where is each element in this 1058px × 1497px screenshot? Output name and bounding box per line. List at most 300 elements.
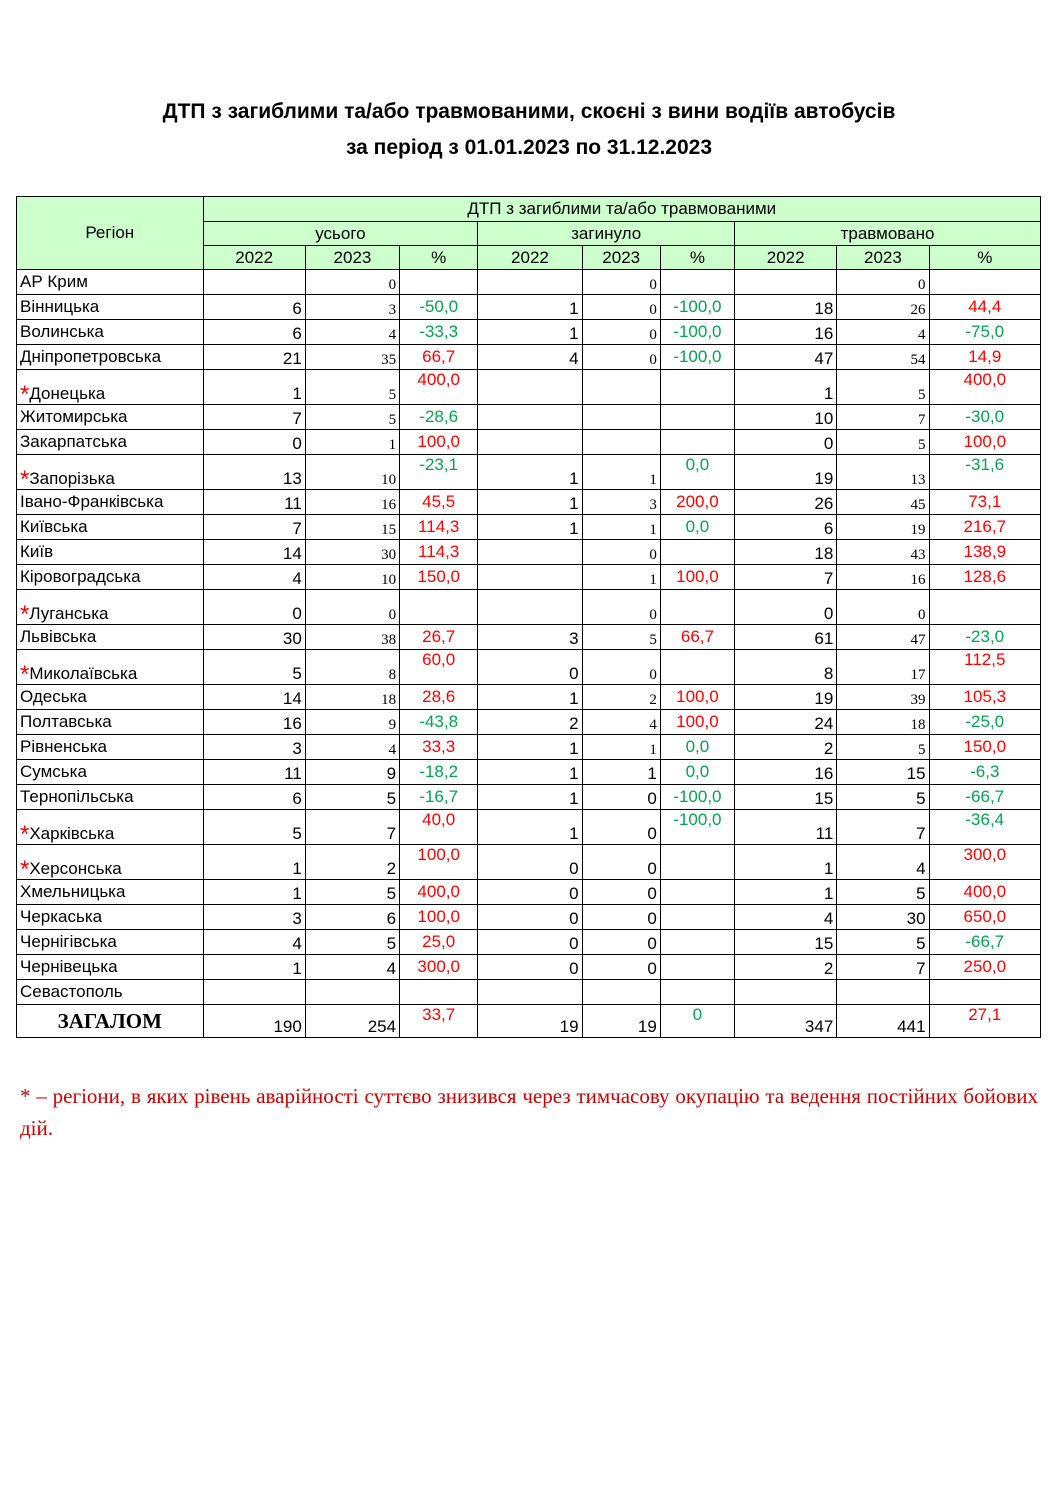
region-label: Київська — [20, 517, 88, 536]
count-cell: 5 — [837, 930, 929, 955]
count-cell: 16 — [735, 320, 837, 345]
count-cell: 0 — [582, 345, 660, 370]
table-row — [17, 370, 1041, 405]
table-row — [17, 905, 1041, 930]
count-cell: 1 — [582, 565, 660, 590]
total-percent-cell: 33,7 — [400, 1005, 478, 1038]
region-label: Чернігівська — [20, 932, 117, 951]
asterisk-marker: * — [20, 381, 30, 405]
count-cell: 7 — [305, 810, 399, 845]
percent-cell: -100,0 — [660, 295, 734, 320]
count-cell: 1 — [478, 455, 582, 490]
region-label: Чернівецька — [20, 957, 118, 976]
count-cell: 26 — [837, 295, 929, 320]
percent-cell: -18,2 — [400, 760, 478, 785]
header-total: усього — [203, 222, 478, 246]
count-cell: 6 — [203, 295, 305, 320]
count-cell — [203, 270, 305, 295]
region-cell — [17, 370, 204, 405]
region-cell — [17, 810, 204, 845]
percent-cell: -66,7 — [929, 930, 1040, 955]
region-label: Хмельницька — [20, 882, 126, 901]
count-cell: 15 — [735, 785, 837, 810]
count-cell: 0 — [203, 590, 305, 625]
percent-cell: 0,0 — [660, 515, 734, 540]
count-cell: 0 — [735, 590, 837, 625]
percent-cell: 400,0 — [400, 370, 478, 405]
percent-cell: -50,0 — [400, 295, 478, 320]
count-cell: 5 — [305, 405, 399, 430]
percent-cell — [400, 270, 478, 295]
count-cell: 4 — [735, 905, 837, 930]
count-cell: 5 — [837, 880, 929, 905]
count-cell: 13 — [203, 455, 305, 490]
count-cell: 15 — [735, 930, 837, 955]
percent-cell: -23,1 — [400, 455, 478, 490]
count-cell: 18 — [305, 685, 399, 710]
region-cell — [17, 540, 204, 565]
count-cell: 14 — [203, 685, 305, 710]
header-injured: травмовано — [735, 222, 1041, 246]
count-cell: 0 — [582, 650, 660, 685]
count-cell: 4 — [305, 955, 399, 980]
percent-cell — [660, 540, 734, 565]
count-cell: 4 — [305, 735, 399, 760]
count-cell: 4 — [203, 930, 305, 955]
table-row — [17, 880, 1041, 905]
region-label: Харківська — [29, 824, 115, 843]
percent-cell: 114,3 — [400, 540, 478, 565]
region-label: Івано-Франківська — [20, 492, 164, 511]
table-row — [17, 320, 1041, 345]
percent-cell: 45,5 — [400, 490, 478, 515]
percent-cell: 100,0 — [400, 430, 478, 455]
total-row — [17, 1005, 1041, 1038]
count-cell: 0 — [582, 930, 660, 955]
count-cell: 30 — [305, 540, 399, 565]
percent-cell: 0,0 — [660, 760, 734, 785]
count-cell: 7 — [203, 515, 305, 540]
percent-cell — [660, 880, 734, 905]
count-cell: 4 — [582, 710, 660, 735]
asterisk-marker: * — [20, 821, 30, 845]
region-label: Київ — [20, 542, 54, 561]
table-row — [17, 565, 1041, 590]
header-col: 2023 — [582, 246, 660, 270]
count-cell: 1 — [478, 735, 582, 760]
count-cell: 0 — [582, 955, 660, 980]
percent-cell — [660, 270, 734, 295]
count-cell: 5 — [837, 430, 929, 455]
count-cell: 13 — [837, 455, 929, 490]
count-cell: 11 — [203, 490, 305, 515]
percent-cell: 400,0 — [929, 880, 1040, 905]
count-cell: 7 — [837, 955, 929, 980]
percent-cell: -28,6 — [400, 405, 478, 430]
percent-cell: 100,0 — [660, 710, 734, 735]
count-cell: 43 — [837, 540, 929, 565]
percent-cell: 0,0 — [660, 455, 734, 490]
percent-cell: 150,0 — [929, 735, 1040, 760]
region-cell — [17, 625, 204, 650]
count-cell: 24 — [735, 710, 837, 735]
footnote: * – регіони, в яких рівень аварійності суттєво знизився через тимчасову окупацію та ведення постійних бойових дій. — [20, 1084, 1038, 1140]
count-cell — [478, 980, 582, 1005]
count-cell: 18 — [735, 540, 837, 565]
table-row — [17, 930, 1041, 955]
table-row — [17, 980, 1041, 1005]
count-cell: 1 — [582, 760, 660, 785]
accident-table — [16, 196, 1041, 1038]
count-cell: 0 — [478, 880, 582, 905]
total-count-cell: 19 — [582, 1005, 660, 1038]
count-cell: 3 — [203, 735, 305, 760]
header-killed: загинуло — [478, 222, 735, 246]
region-cell — [17, 845, 204, 880]
count-cell: 1 — [478, 490, 582, 515]
count-cell — [837, 980, 929, 1005]
region-cell — [17, 650, 204, 685]
table-row — [17, 625, 1041, 650]
count-cell: 1 — [305, 430, 399, 455]
table-row — [17, 430, 1041, 455]
count-cell: 10 — [305, 565, 399, 590]
table-row — [17, 760, 1041, 785]
count-cell — [735, 270, 837, 295]
count-cell: 14 — [203, 540, 305, 565]
count-cell: 1 — [582, 455, 660, 490]
percent-cell — [400, 980, 478, 1005]
count-cell: 5 — [582, 625, 660, 650]
asterisk-marker: * — [20, 856, 30, 880]
region-cell — [17, 565, 204, 590]
percent-cell — [400, 590, 478, 625]
percent-cell: -100,0 — [660, 345, 734, 370]
total-percent-cell: 27,1 — [929, 1005, 1040, 1038]
percent-cell: 650,0 — [929, 905, 1040, 930]
percent-cell: 14,9 — [929, 345, 1040, 370]
percent-cell: 150,0 — [400, 565, 478, 590]
count-cell: 0 — [478, 845, 582, 880]
count-cell — [478, 540, 582, 565]
count-cell: 10 — [735, 405, 837, 430]
count-cell: 0 — [837, 270, 929, 295]
count-cell: 16 — [305, 490, 399, 515]
region-label: Дніпропетровська — [20, 347, 162, 366]
count-cell: 18 — [837, 710, 929, 735]
percent-cell: 73,1 — [929, 490, 1040, 515]
count-cell: 3 — [305, 295, 399, 320]
percent-cell: -75,0 — [929, 320, 1040, 345]
percent-cell: 25,0 — [400, 930, 478, 955]
count-cell: 9 — [305, 710, 399, 735]
percent-cell: 100,0 — [400, 905, 478, 930]
table-row — [17, 515, 1041, 540]
count-cell: 0 — [582, 540, 660, 565]
count-cell: 0 — [582, 810, 660, 845]
total-count-cell: 347 — [735, 1005, 837, 1038]
count-cell: 5 — [203, 810, 305, 845]
region-cell — [17, 405, 204, 430]
percent-cell: -25,0 — [929, 710, 1040, 735]
count-cell: 5 — [203, 650, 305, 685]
count-cell: 1 — [478, 760, 582, 785]
count-cell: 9 — [305, 760, 399, 785]
region-cell — [17, 430, 204, 455]
region-label: Донецька — [29, 384, 106, 403]
count-cell: 61 — [735, 625, 837, 650]
percent-cell: 112,5 — [929, 650, 1040, 685]
table-row — [17, 650, 1041, 685]
count-cell: 0 — [478, 955, 582, 980]
count-cell: 5 — [837, 735, 929, 760]
region-label: Одеська — [20, 687, 87, 706]
count-cell: 38 — [305, 625, 399, 650]
region-cell — [17, 270, 204, 295]
count-cell: 2 — [478, 710, 582, 735]
count-cell: 4 — [305, 320, 399, 345]
region-label: Полтавська — [20, 712, 112, 731]
table-row — [17, 295, 1041, 320]
total-label: ЗАГАЛОМ — [17, 1005, 204, 1038]
table-row — [17, 785, 1041, 810]
count-cell: 1 — [582, 735, 660, 760]
percent-cell: 100,0 — [660, 685, 734, 710]
count-cell — [735, 980, 837, 1005]
count-cell: 1 — [478, 320, 582, 345]
total-count-cell: 254 — [305, 1005, 399, 1038]
count-cell: 0 — [478, 650, 582, 685]
region-label: Луганська — [29, 604, 109, 623]
title-line-2: за період з 01.01.2023 по 31.12.2023 — [345, 136, 713, 159]
count-cell: 0 — [203, 430, 305, 455]
count-cell: 8 — [305, 650, 399, 685]
count-cell: 0 — [582, 320, 660, 345]
count-cell: 1 — [203, 880, 305, 905]
count-cell: 39 — [837, 685, 929, 710]
percent-cell: -23,0 — [929, 625, 1040, 650]
count-cell — [582, 370, 660, 405]
count-cell: 5 — [837, 785, 929, 810]
count-cell: 1 — [203, 955, 305, 980]
region-cell — [17, 880, 204, 905]
count-cell — [582, 980, 660, 1005]
percent-cell: 300,0 — [400, 955, 478, 980]
percent-cell — [660, 430, 734, 455]
count-cell: 7 — [735, 565, 837, 590]
percent-cell — [660, 955, 734, 980]
count-cell: 19 — [735, 685, 837, 710]
count-cell: 1 — [478, 295, 582, 320]
percent-cell: 40,0 — [400, 810, 478, 845]
percent-cell — [929, 980, 1040, 1005]
count-cell — [478, 270, 582, 295]
count-cell: 3 — [582, 490, 660, 515]
header-col: % — [929, 246, 1040, 270]
region-label: Кіровоградська — [20, 567, 141, 586]
percent-cell: -33,3 — [400, 320, 478, 345]
percent-cell: 200,0 — [660, 490, 734, 515]
count-cell: 47 — [735, 345, 837, 370]
region-cell — [17, 980, 204, 1005]
asterisk-marker: * — [20, 466, 30, 490]
title-line-1: ДТП з загиблими та/або травмованими, скоєні з вини водіїв автобусів — [162, 100, 896, 123]
count-cell: 18 — [735, 295, 837, 320]
count-cell: 6 — [203, 785, 305, 810]
table-row — [17, 345, 1041, 370]
count-cell: 2 — [735, 735, 837, 760]
count-cell: 7 — [203, 405, 305, 430]
count-cell: 5 — [305, 370, 399, 405]
asterisk-marker: * — [20, 601, 30, 625]
count-cell: 16 — [735, 760, 837, 785]
region-label: Сумська — [20, 762, 87, 781]
count-cell: 1 — [478, 685, 582, 710]
percent-cell: -66,7 — [929, 785, 1040, 810]
count-cell: 0 — [582, 270, 660, 295]
region-cell — [17, 590, 204, 625]
count-cell: 10 — [305, 455, 399, 490]
percent-cell: 128,6 — [929, 565, 1040, 590]
count-cell: 6 — [735, 515, 837, 540]
percent-cell: 300,0 — [929, 845, 1040, 880]
count-cell — [582, 430, 660, 455]
count-cell — [305, 980, 399, 1005]
region-cell — [17, 515, 204, 540]
percent-cell: 114,3 — [400, 515, 478, 540]
percent-cell: -16,7 — [400, 785, 478, 810]
count-cell: 0 — [582, 590, 660, 625]
region-cell — [17, 455, 204, 490]
region-cell — [17, 490, 204, 515]
percent-cell: -36,4 — [929, 810, 1040, 845]
count-cell: 2 — [735, 955, 837, 980]
count-cell: 0 — [735, 430, 837, 455]
percent-cell: -43,8 — [400, 710, 478, 735]
count-cell: 0 — [582, 880, 660, 905]
header-col: % — [400, 246, 478, 270]
table-row — [17, 590, 1041, 625]
count-cell: 15 — [837, 760, 929, 785]
percent-cell — [660, 405, 734, 430]
region-cell — [17, 735, 204, 760]
percent-cell — [660, 590, 734, 625]
count-cell: 8 — [735, 650, 837, 685]
count-cell: 0 — [582, 905, 660, 930]
count-cell: 15 — [305, 515, 399, 540]
region-label: Волинська — [20, 322, 104, 341]
header-col: % — [660, 246, 734, 270]
table-row — [17, 955, 1041, 980]
count-cell: 4 — [837, 845, 929, 880]
percent-cell: 105,3 — [929, 685, 1040, 710]
count-cell: 3 — [478, 625, 582, 650]
region-label: Запорізька — [29, 469, 115, 488]
header-col: 2023 — [305, 246, 399, 270]
count-cell: 0 — [837, 590, 929, 625]
percent-cell: -6,3 — [929, 760, 1040, 785]
count-cell: 0 — [582, 295, 660, 320]
count-cell: 19 — [735, 455, 837, 490]
region-label: Рівненська — [20, 737, 108, 756]
region-label: Тернопільська — [20, 787, 134, 806]
count-cell: 3 — [203, 905, 305, 930]
percent-cell: 400,0 — [400, 880, 478, 905]
table-row — [17, 710, 1041, 735]
count-cell: 4 — [203, 565, 305, 590]
percent-cell: 26,7 — [400, 625, 478, 650]
percent-cell: 250,0 — [929, 955, 1040, 980]
percent-cell: 400,0 — [929, 370, 1040, 405]
count-cell: 5 — [305, 880, 399, 905]
count-cell: 1 — [478, 810, 582, 845]
region-cell — [17, 710, 204, 735]
total-count-cell: 190 — [203, 1005, 305, 1038]
table-row — [17, 540, 1041, 565]
count-cell: 4 — [837, 320, 929, 345]
count-cell: 0 — [478, 930, 582, 955]
percent-cell: 216,7 — [929, 515, 1040, 540]
region-label: Севастополь — [20, 982, 123, 1001]
percent-cell — [929, 590, 1040, 625]
percent-cell — [660, 980, 734, 1005]
header-col: 2023 — [837, 246, 929, 270]
asterisk-marker: * — [20, 661, 30, 685]
percent-cell: -100,0 — [660, 785, 734, 810]
count-cell: 1 — [203, 845, 305, 880]
header-region: Регіон — [17, 197, 204, 270]
count-cell — [478, 370, 582, 405]
region-label: Херсонська — [29, 859, 122, 878]
region-cell — [17, 760, 204, 785]
percent-cell: 66,7 — [660, 625, 734, 650]
percent-cell: 100,0 — [400, 845, 478, 880]
count-cell: 1 — [478, 785, 582, 810]
count-cell: 19 — [837, 515, 929, 540]
percent-cell: 0,0 — [660, 735, 734, 760]
percent-cell: 66,7 — [400, 345, 478, 370]
count-cell: 11 — [203, 760, 305, 785]
region-cell — [17, 345, 204, 370]
count-cell: 17 — [837, 650, 929, 685]
region-cell — [17, 930, 204, 955]
percent-cell: 60,0 — [400, 650, 478, 685]
count-cell: 1 — [735, 370, 837, 405]
total-count-cell: 441 — [837, 1005, 929, 1038]
percent-cell: 100,0 — [929, 430, 1040, 455]
region-cell — [17, 295, 204, 320]
count-cell: 26 — [735, 490, 837, 515]
percent-cell — [660, 845, 734, 880]
region-cell — [17, 685, 204, 710]
count-cell: 0 — [305, 270, 399, 295]
header-col: 2022 — [203, 246, 305, 270]
region-label: Львівська — [20, 627, 97, 646]
count-cell: 2 — [582, 685, 660, 710]
table-row — [17, 405, 1041, 430]
count-cell — [478, 565, 582, 590]
count-cell: 0 — [305, 590, 399, 625]
count-cell — [478, 590, 582, 625]
percent-cell: -100,0 — [660, 810, 734, 845]
count-cell: 1 — [478, 515, 582, 540]
count-cell: 1 — [582, 515, 660, 540]
count-cell: 0 — [582, 845, 660, 880]
table-row — [17, 810, 1041, 845]
table-row — [17, 685, 1041, 710]
count-cell: 6 — [203, 320, 305, 345]
count-cell: 30 — [203, 625, 305, 650]
